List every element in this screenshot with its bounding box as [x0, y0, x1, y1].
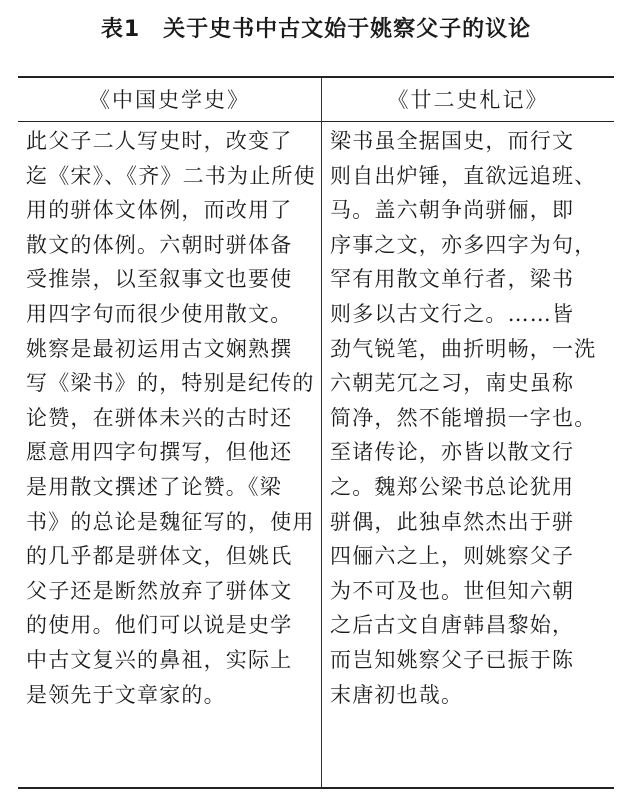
text-line: 中古文复兴的鼻祖，实际上	[26, 647, 293, 672]
text-line: 而岂知姚察父子已振于陈	[330, 647, 575, 672]
text-line: 论赞，在骈体未兴的古时还	[26, 405, 293, 430]
right-column-text	[330, 124, 608, 712]
bottom-rule	[18, 787, 614, 789]
text-line: 末唐初也哉。	[330, 682, 464, 707]
table-caption: 表1 关于史书中古文始于姚察父子的议论	[100, 17, 532, 42]
header-rule	[18, 121, 614, 122]
text-line: 六朝芜冗之习，南史虽称	[330, 371, 575, 396]
text-line: 劲气锐笔，曲折明畅，一洗	[330, 336, 597, 361]
text-line: 书》的总论是魏征写的，使用	[26, 509, 315, 534]
text-line: 用的骈体文体例，而改用了	[26, 198, 293, 223]
column-heading-right: 《廿二史札记》	[387, 88, 549, 112]
text-line: 马。盖六朝争尚骈俪，即	[330, 198, 575, 223]
text-line: 是用散文撰述了论赞。《梁	[26, 474, 282, 499]
text-line: 骈偶，此独卓然杰出于骈	[330, 509, 575, 534]
text-line: 四俪六之上，则姚察父子	[330, 544, 575, 569]
text-line: 之。魏郑公梁书总论犹用	[330, 474, 575, 499]
text-line: 写《梁书》的，特别是纪传的	[26, 371, 315, 396]
text-line: 姚察是最初运用古文娴熟撰	[26, 336, 293, 361]
text-line: 的几乎都是骈体文，但姚氏	[26, 544, 293, 569]
text-line: 此父子二人写史时，改变了	[26, 129, 293, 153]
text-line: 父子还是断然放弃了骈体文	[26, 578, 293, 603]
text-line: 简净，然不能增损一字也。	[330, 405, 597, 430]
text-line: 则自出炉锤，直欲远追班、	[330, 163, 597, 188]
text-line: 愿意用四字句撰写，但他还	[26, 440, 293, 465]
left-column-text	[26, 124, 314, 712]
column-heading-left: 《中国史学史》	[89, 88, 250, 112]
column-divider	[321, 78, 322, 787]
text-line: 的使用。他们可以说是史学	[26, 613, 293, 638]
text-line: 至诸传论，亦皆以散文行	[330, 440, 575, 465]
text-line: 序事之文，亦多四字为句，	[330, 232, 597, 257]
text-line: 受推崇，以至叙事文也要使	[26, 267, 293, 292]
text-line: 是领先于文章家的。	[26, 682, 226, 707]
text-line: 之后古文自唐韩昌黎始，	[330, 613, 575, 638]
text-line: 梁书虽全据国史，而行文	[330, 129, 575, 153]
text-line: 迄《宋》、《齐》二书为止所使	[26, 163, 316, 188]
text-line: 散文的体例。六朝时骈体备	[26, 232, 293, 257]
text-line: 用四字句而很少使用散文。	[26, 301, 293, 326]
top-rule	[18, 76, 614, 78]
text-line: 则多以古文行之。……皆	[330, 301, 575, 326]
text-line: 为不可及也。世但知六朝	[330, 578, 575, 603]
text-line: 罕有用散文单行者，梁书	[330, 267, 575, 292]
